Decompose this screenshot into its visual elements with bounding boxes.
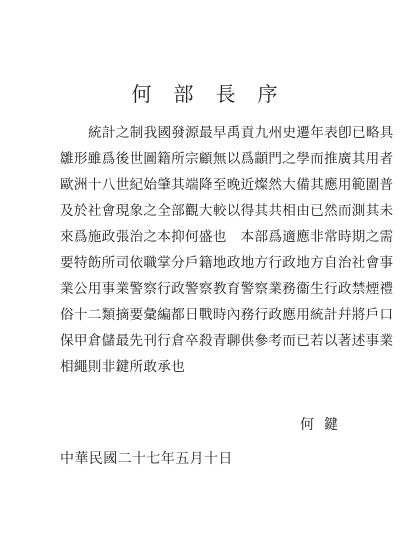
preface-line: 要特飭所司依職掌分戶籍地政地方行政地方自治社會事	[60, 255, 394, 271]
preface-line: 相繩則非鍵所敢承也	[60, 359, 186, 375]
document-title: 何部長序	[131, 82, 300, 106]
preface-line: 保甲倉儲最先刊行倉卒殺青聊供參考而已若以著述事業	[60, 333, 394, 349]
preface-line: 歐洲十八世紀始肇其端降至晚近燦然大備其應用範圍普	[60, 177, 394, 193]
preface-line: 統計之制我國發源最早禹貢九州史遷年表卽已略具	[88, 125, 394, 141]
preface-line: 雛形雖爲後世圖籍所宗顧無以爲顓門之學而推廣其用者	[60, 151, 394, 167]
preface-line: 業公用事業警察行政警察教育警察業務衞生行政禁煙禮	[60, 281, 394, 297]
preface-body	[60, 120, 394, 380]
preface-line: 來爲施政張治之本抑何盛也 本部爲適應非常時期之需	[60, 229, 394, 245]
preface-line: 及於社會現象之全部觀大較以得其共相由已然而測其未	[60, 203, 394, 219]
document-date: 中華民國二十七年五月十日	[60, 451, 233, 467]
preface-line: 俗十二類摘要彙編都日戰時內務行政應用統計幷將戶口	[60, 307, 394, 323]
author-signature: 何鍵	[300, 417, 348, 433]
